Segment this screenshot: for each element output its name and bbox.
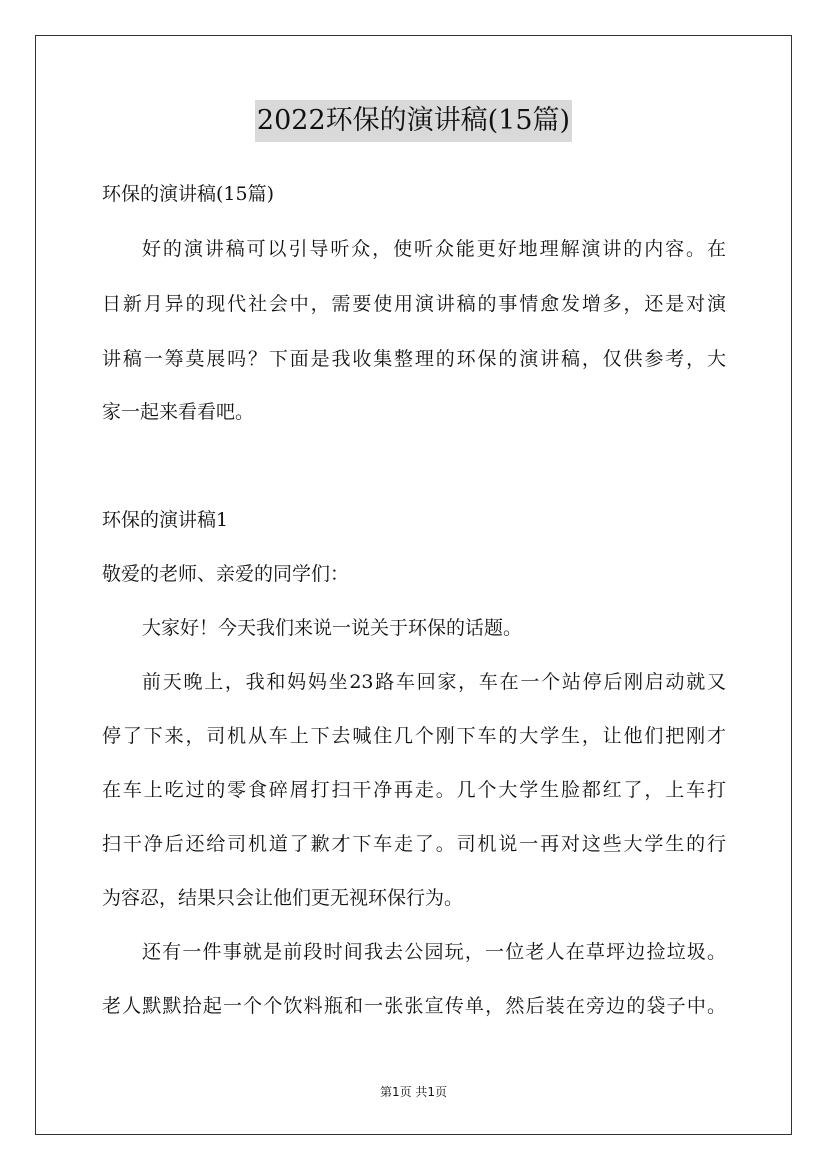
section-heading: 环保的演讲稿1 <box>102 509 229 531</box>
para1-line-5: 为容忍，结果只会让他们更无视环保行为。 <box>102 887 464 909</box>
document-subtitle: 环保的演讲稿(15篇) <box>102 183 275 205</box>
para2-line-1: 还有一件事就是前段时间我去公园玩，一位老人在草坪边捡垃圾。 <box>142 941 726 963</box>
greeting: 大家好！今天我们来说一说关于环保的话题。 <box>142 617 523 639</box>
para1-line-4: 扫干净后还给司机道了歉才下车走了。司机说一再对这些大学生的行 <box>102 833 726 855</box>
para2-line-2: 老人默默拾起一个个饮料瓶和一张张宣传单，然后装在旁边的袋子中。 <box>102 995 726 1017</box>
para1-line-3: 在车上吃过的零食碎屑打扫干净再走。几个大学生脸都红了，上车打 <box>102 779 726 801</box>
intro-line-3: 讲稿一筹莫展吗？下面是我收集整理的环保的演讲稿，仅供参考，大 <box>102 348 726 370</box>
page-footer: 第1页 共1页 <box>379 1085 448 1099</box>
title-container <box>0 100 827 142</box>
intro-line-1: 好的演讲稿可以引导听众，使听众能更好地理解演讲的内容。在 <box>142 238 726 260</box>
document-title: 2022环保的演讲稿(15篇) <box>255 100 572 142</box>
intro-line-4: 家一起来看看吧。 <box>102 401 255 423</box>
salutation: 敬爱的老师、亲爱的同学们： <box>102 563 350 585</box>
para1-line-2: 停了下来，司机从车上下去喊住几个刚下车的大学生，让他们把刚才 <box>102 725 726 747</box>
intro-line-2: 日新月异的现代社会中，需要使用演讲稿的事情愈发增多，还是对演 <box>102 293 726 315</box>
para1-line-1: 前天晚上，我和妈妈坐23路车回家，车在一个站停后刚启动就又 <box>142 671 726 693</box>
